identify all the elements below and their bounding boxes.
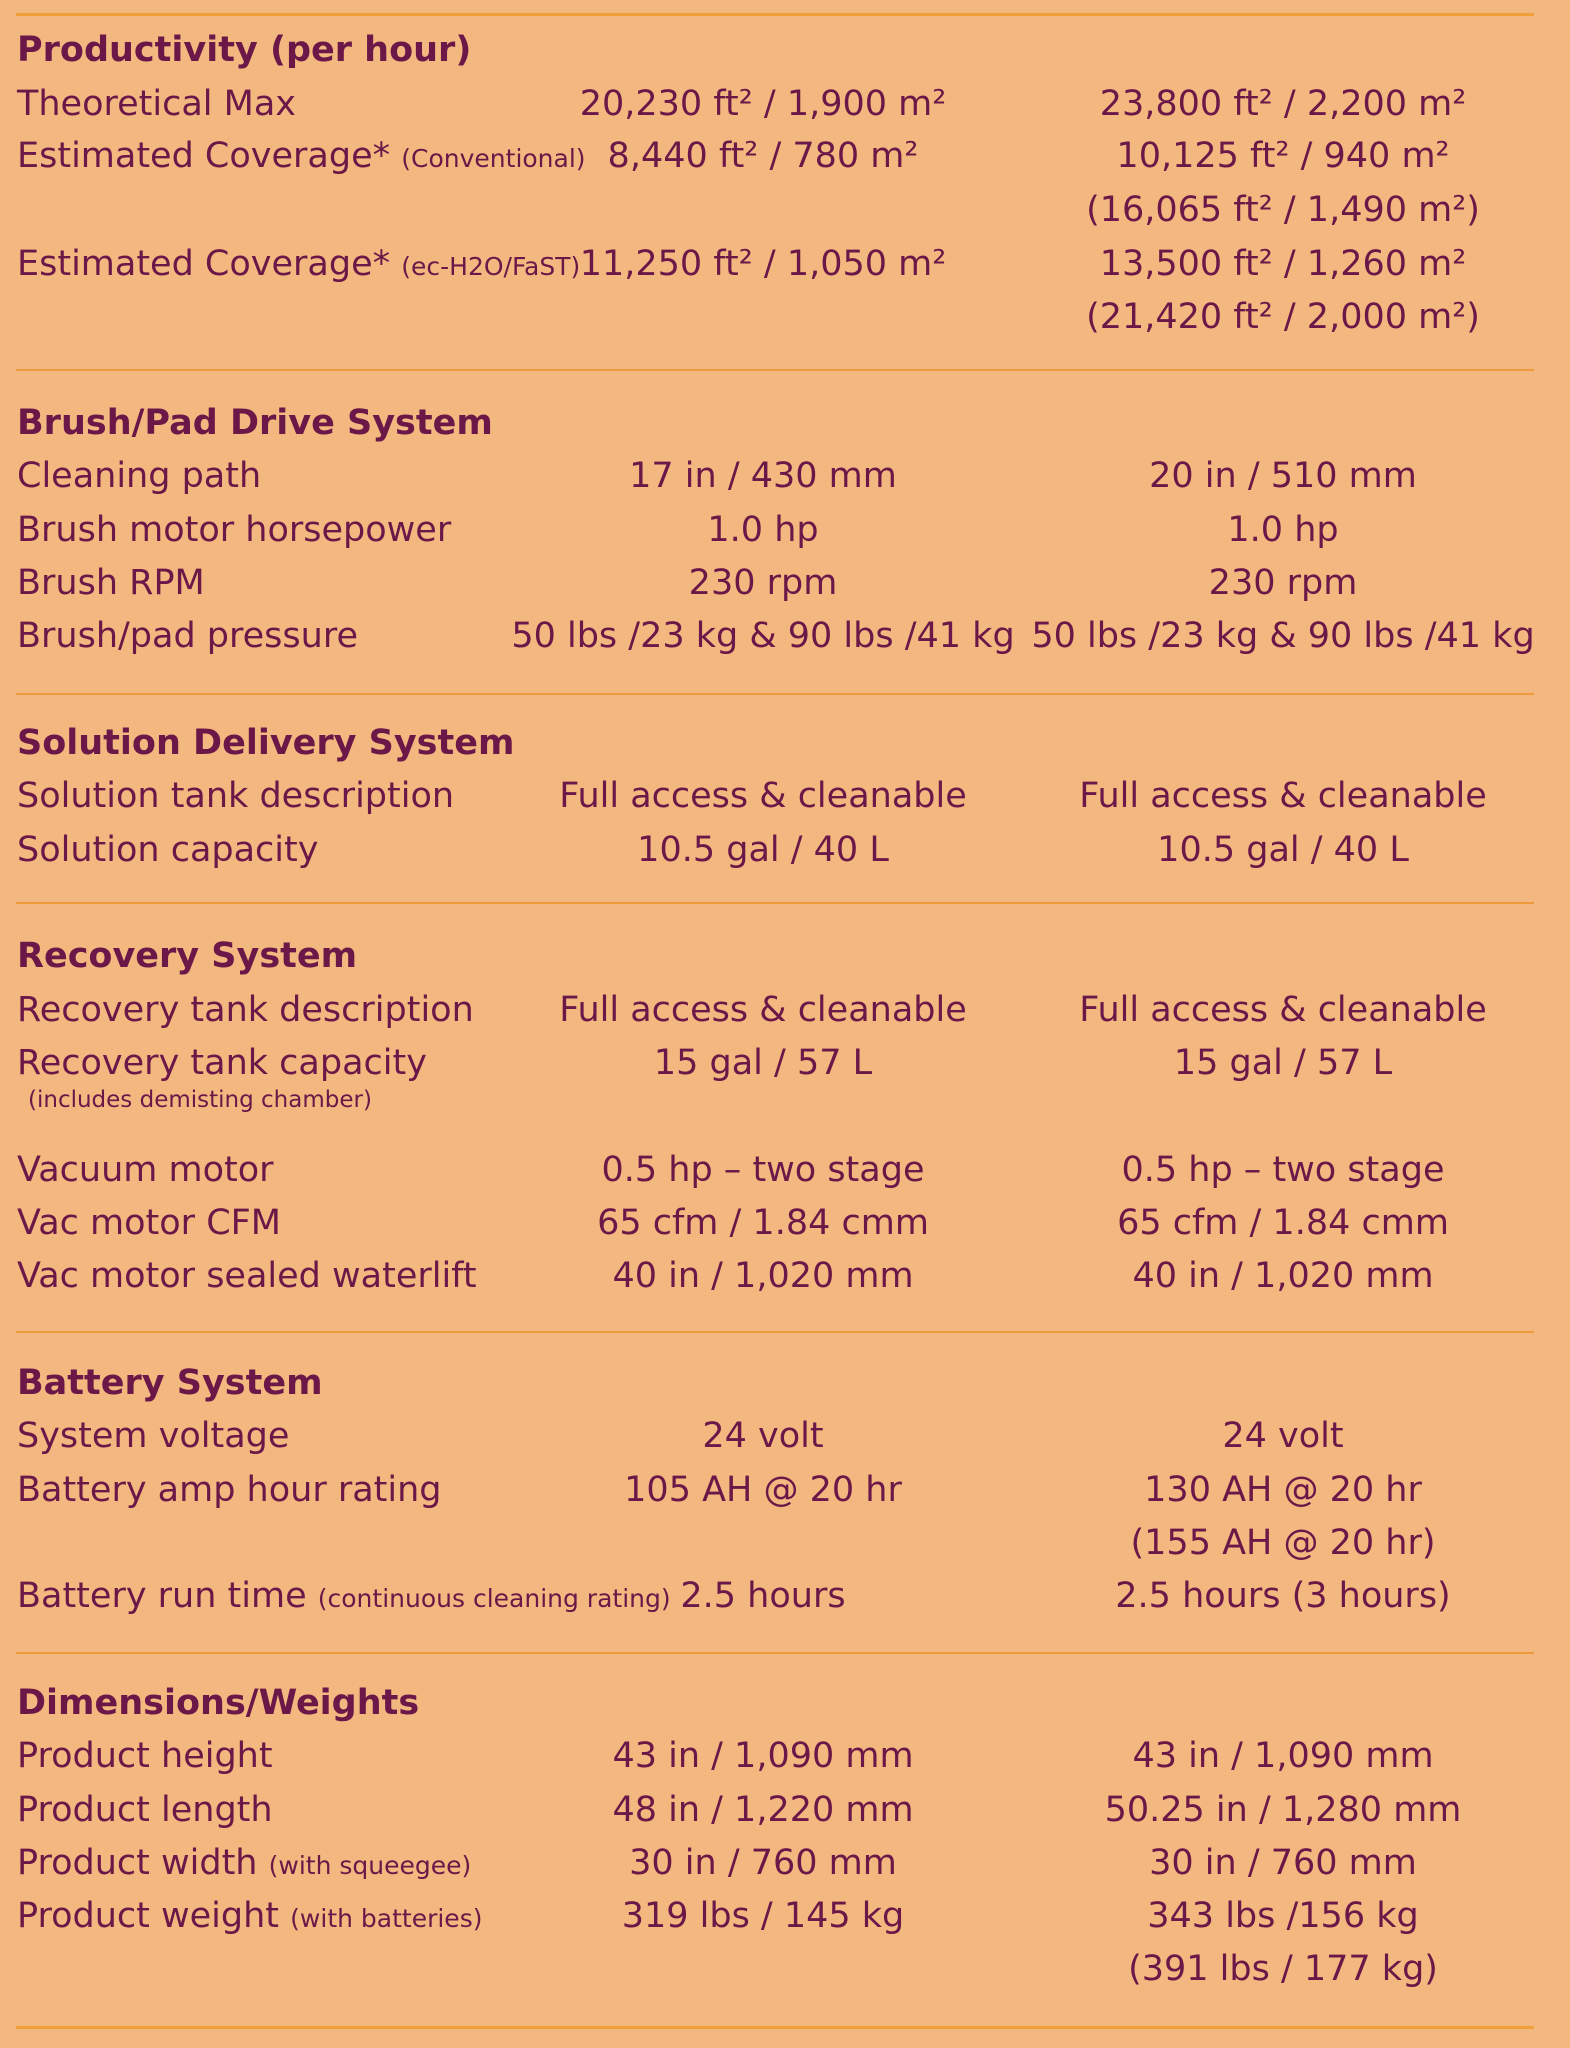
- row-label: Brush motor horsepower: [17, 510, 452, 550]
- row-value-col2: 15 gal / 57 L: [1173, 1043, 1393, 1083]
- row-label-note: (continuous cleaning rating): [317, 1584, 671, 1613]
- row-value-col2-alt: (391 lbs / 177 kg): [1128, 1949, 1438, 1989]
- row-value-col1: 230 rpm: [688, 563, 838, 603]
- row-value-col1: 24 volt: [702, 1416, 824, 1456]
- row-value-col1: Full access & cleanable: [559, 776, 967, 816]
- row-value-col1: 105 AH @ 20 hr: [624, 1470, 902, 1510]
- row-value-col1: 11,250 ft² / 1,050 m²: [579, 244, 947, 284]
- row-value-col1: Full access & cleanable: [559, 990, 967, 1030]
- row-label: Cleaning path: [17, 456, 262, 496]
- row-label: Estimated Coverage* (ec-H2O/FaST): [17, 244, 581, 284]
- row-value-col2: 343 lbs /156 kg: [1147, 1896, 1419, 1936]
- row-value-col1: 20,230 ft² / 1,900 m²: [579, 84, 947, 124]
- row-subnote: (includes demisting chamber): [28, 1087, 372, 1113]
- row-label-note: (Conventional): [401, 144, 586, 173]
- row-value-col2: 50.25 in / 1,280 mm: [1104, 1790, 1462, 1830]
- row-label: Product length: [17, 1790, 273, 1830]
- row-value-col1: 8,440 ft² / 780 m²: [607, 136, 919, 176]
- row-value-col2: 0.5 hp – two stage: [1121, 1150, 1445, 1190]
- row-label: Product weight (with batteries): [17, 1896, 483, 1936]
- row-value-col1: 43 in / 1,090 mm: [612, 1736, 914, 1776]
- row-value-col2: 2.5 hours (3 hours): [1115, 1576, 1451, 1616]
- row-value-col1: 65 cfm / 1.84 cmm: [597, 1203, 929, 1243]
- row-value-col1: 17 in / 430 mm: [629, 456, 897, 496]
- row-label-note: (ec-H2O/FaST): [401, 252, 581, 281]
- row-value-col2-alt: (16,065 ft² / 1,490 m²): [1086, 190, 1480, 230]
- row-label: Battery run time (continuous cleaning rating): [17, 1576, 671, 1616]
- row-value-col2: 20 in / 510 mm: [1149, 456, 1417, 496]
- row-value-col2: 10,125 ft² / 940 m²: [1116, 136, 1450, 176]
- row-value-col2: 130 AH @ 20 hr: [1144, 1470, 1422, 1510]
- row-label: System voltage: [17, 1416, 290, 1456]
- section-heading-brush-pad: Brush/Pad Drive System: [17, 403, 493, 443]
- row-value-col2: 24 volt: [1222, 1416, 1344, 1456]
- row-value-col2: Full access & cleanable: [1079, 776, 1487, 816]
- row-label: Battery amp hour rating: [17, 1470, 442, 1510]
- row-value-col1: 319 lbs / 145 kg: [621, 1896, 905, 1936]
- row-label-note: (with batteries): [290, 1904, 483, 1933]
- row-value-col1: 48 in / 1,220 mm: [612, 1790, 914, 1830]
- row-value-col1: 0.5 hp – two stage: [601, 1150, 925, 1190]
- row-value-col1: 1.0 hp: [707, 510, 819, 550]
- row-value-col1: 10.5 gal / 40 L: [637, 830, 889, 870]
- row-value-col2: 40 in / 1,020 mm: [1132, 1256, 1434, 1296]
- section-divider: [16, 693, 1534, 695]
- row-label: Brush RPM: [17, 563, 205, 603]
- section-divider: [16, 369, 1534, 371]
- row-label: Vacuum motor: [17, 1150, 274, 1190]
- section-heading-battery: Battery System: [17, 1363, 323, 1403]
- row-label: Recovery tank capacity: [17, 1043, 427, 1083]
- section-heading-productivity: Productivity (per hour): [17, 30, 472, 70]
- row-value-col2: 23,800 ft² / 2,200 m²: [1099, 84, 1467, 124]
- top-rule: [16, 13, 1534, 16]
- row-value-col2: 50 lbs /23 kg & 90 lbs /41 kg: [1031, 616, 1535, 656]
- section-heading-recovery: Recovery System: [17, 936, 358, 976]
- row-value-col1: 40 in / 1,020 mm: [612, 1256, 914, 1296]
- row-value-col2: 30 in / 760 mm: [1149, 1843, 1417, 1883]
- row-label: Solution capacity: [17, 830, 319, 870]
- row-value-col1: 2.5 hours: [680, 1576, 846, 1616]
- row-value-col2: 1.0 hp: [1227, 510, 1339, 550]
- row-label: Vac motor CFM: [17, 1203, 281, 1243]
- row-label-note: (with squeegee): [268, 1851, 472, 1880]
- row-value-col1: 50 lbs /23 kg & 90 lbs /41 kg: [511, 616, 1015, 656]
- row-value-col2: 230 rpm: [1208, 563, 1358, 603]
- row-value-col1: 30 in / 760 mm: [629, 1843, 897, 1883]
- section-heading-solution-delivery: Solution Delivery System: [17, 723, 515, 763]
- row-label: Solution tank description: [17, 776, 455, 816]
- row-value-col2: Full access & cleanable: [1079, 990, 1487, 1030]
- row-value-col1: 15 gal / 57 L: [653, 1043, 873, 1083]
- row-value-col2-alt: (155 AH @ 20 hr): [1130, 1523, 1436, 1563]
- section-divider: [16, 902, 1534, 904]
- row-label: Estimated Coverage* (Conventional): [17, 136, 586, 176]
- row-value-col2-alt: (21,420 ft² / 2,000 m²): [1086, 297, 1480, 337]
- row-label: Product height: [17, 1736, 273, 1776]
- row-value-col2: 13,500 ft² / 1,260 m²: [1099, 244, 1467, 284]
- row-label: Theoretical Max: [17, 84, 297, 124]
- row-label: Brush/pad pressure: [17, 616, 358, 656]
- bottom-rule: [16, 2026, 1534, 2029]
- row-label: Recovery tank description: [17, 990, 474, 1030]
- row-label: Vac motor sealed waterlift: [17, 1256, 477, 1296]
- section-divider: [16, 1331, 1534, 1333]
- row-value-col2: 10.5 gal / 40 L: [1157, 830, 1409, 870]
- row-value-col2: 43 in / 1,090 mm: [1132, 1736, 1434, 1776]
- row-label: Product width (with squeegee): [17, 1843, 472, 1883]
- section-heading-dimensions: Dimensions/Weights: [17, 1683, 420, 1723]
- section-divider: [16, 1652, 1534, 1654]
- row-value-col2: 65 cfm / 1.84 cmm: [1117, 1203, 1449, 1243]
